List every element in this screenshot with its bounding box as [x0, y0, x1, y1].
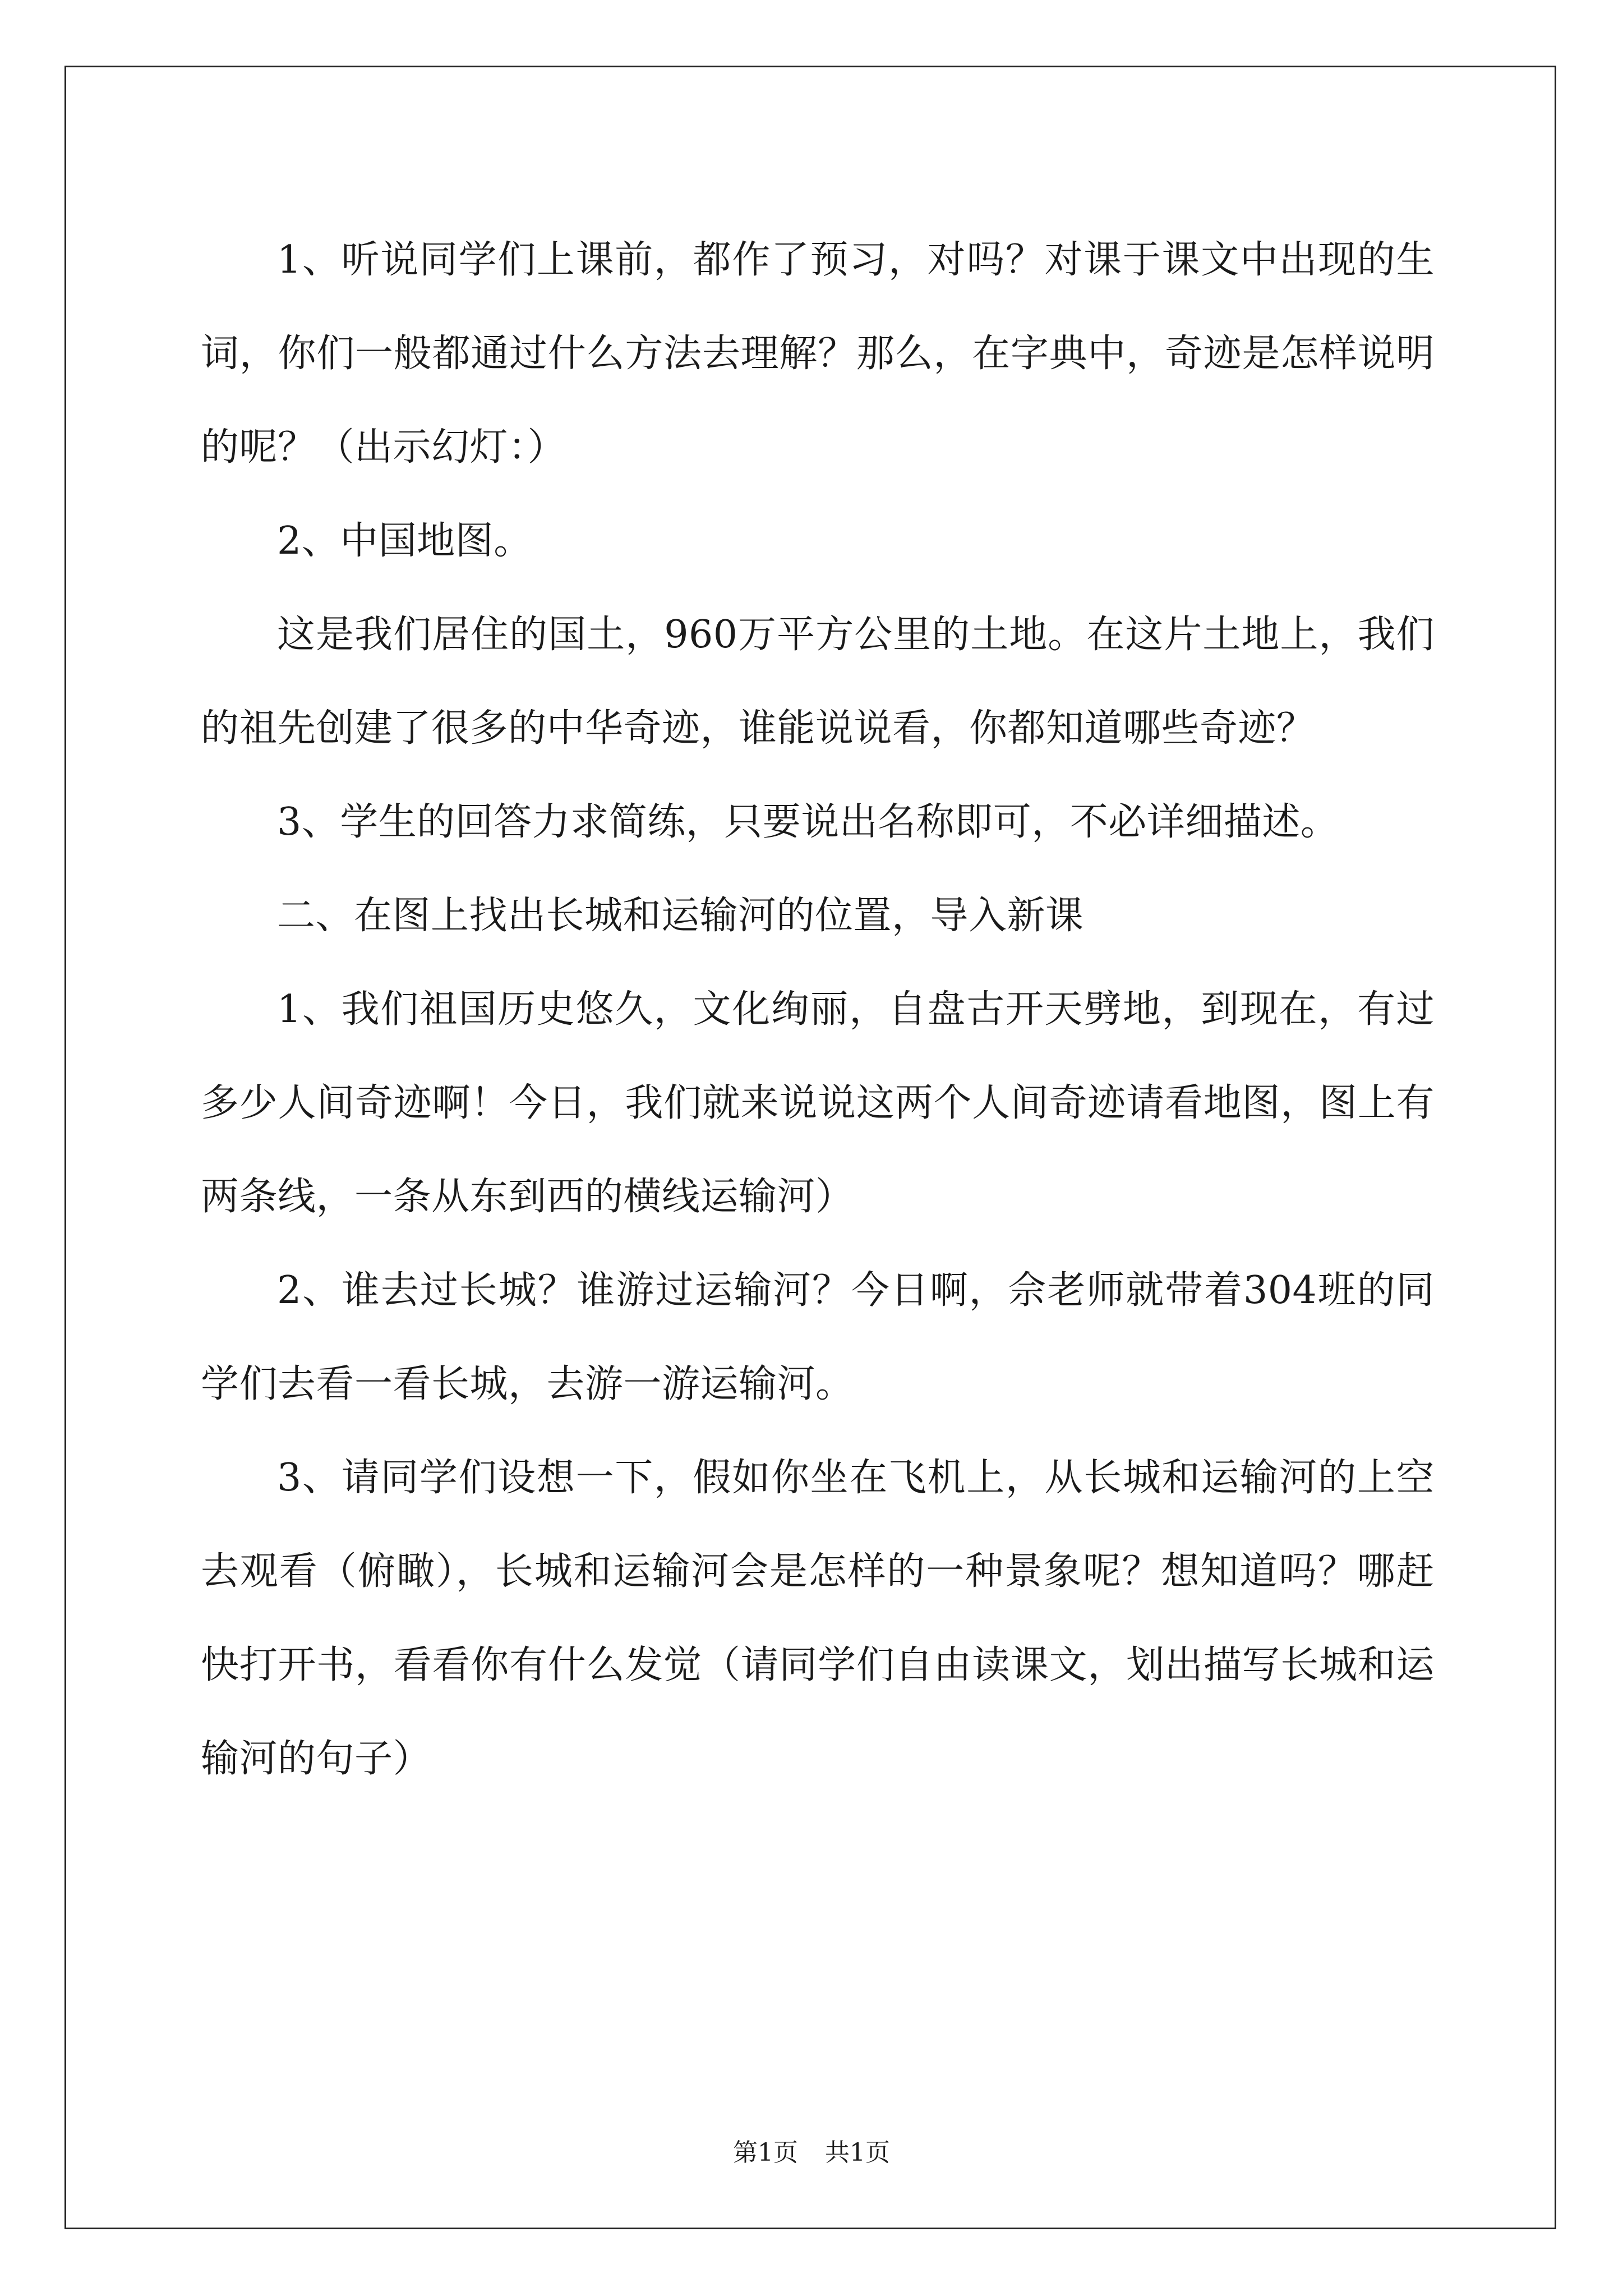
paragraph-8: 3、请同学们设想一下，假如你坐在飞机上，从长城和运输河的上空去观看（俯瞰），长城和运输河会是怎样的一种景象呢？想知道吗？哪赶快打开书，看看你有什么发觉（请同学们自由读课文，划出描写长城和运输河的句子）: [201, 1456, 1435, 1781]
paragraph-5: 二、在图上找出长城和运输河的位置，导入新课: [277, 894, 1084, 938]
paragraph-1: 1、听说同学们上课前，都作了预习，对吗？对课于课文中出现的生词，你们一般都通过什么方法去理解？那么，在字典中，奇迹是怎样说明的呢？（出示幻灯：）: [201, 238, 1435, 470]
paragraph-4: 3、学生的回答力求简练，只要说出名称即可，不必详细描述。: [277, 800, 1339, 844]
page-number-total: 共1页: [825, 2138, 890, 2167]
paragraph-6: 1、我们祖国历史悠久，文化绚丽，自盘古开天劈地，到现在，有过多少人间奇迹啊！今日，我们就来说说这两个人间奇迹请看地图，图上有两条线，一条从东到西的横线运输河）: [201, 987, 1435, 1219]
paragraph-7: 2、谁去过长城？谁游过运输河？今日啊，佘老师就带着304班的同学们去看一看长城，去游一游运输河。: [201, 1268, 1435, 1406]
document-body: [201, 213, 1435, 1806]
paragraph-2: 2、中国地图。: [277, 519, 532, 563]
page-footer: [0, 2136, 1623, 2170]
paragraph-3: 这是我们居住的国土，960万平方公里的土地。在这片土地上，我们的祖先创建了很多的中华奇迹，谁能说说看，你都知道哪些奇迹？: [201, 613, 1435, 751]
page-number-current: 第1页: [733, 2138, 798, 2167]
